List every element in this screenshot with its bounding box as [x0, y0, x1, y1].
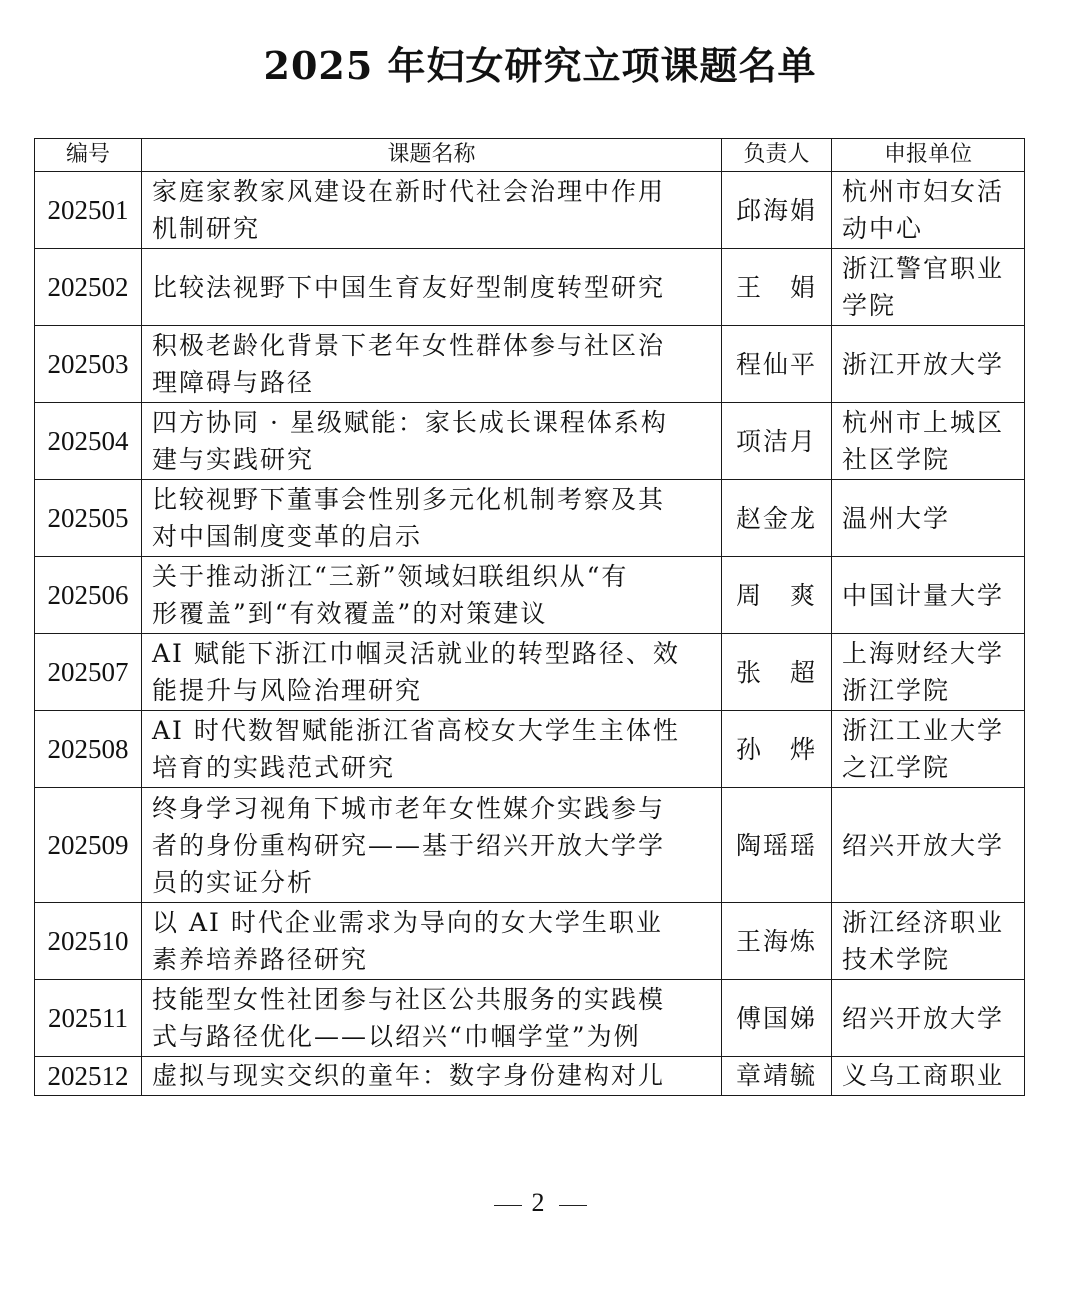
- table-row: [35, 403, 1025, 480]
- topic-line: 式与路径优化——以绍兴“巾帼学堂”为例: [152, 1022, 641, 1051]
- cell-topic: [142, 788, 722, 903]
- cell-unit: [832, 980, 1025, 1057]
- cell-topic: [142, 480, 722, 557]
- table-row: [35, 788, 1025, 903]
- project-list-table: [34, 138, 1025, 1096]
- topic-line: 建与实践研究: [152, 445, 315, 474]
- cell-unit: [832, 403, 1025, 480]
- cell-topic: [142, 980, 722, 1057]
- cell-unit: [832, 711, 1025, 788]
- topic-line: 者的身份重构研究——基于绍兴开放大学学: [152, 830, 666, 860]
- header-id: 编号: [35, 139, 142, 172]
- cell-topic: [142, 1057, 722, 1096]
- cell-topic: [142, 172, 722, 249]
- unit-line: 义乌工商职业: [842, 1061, 1005, 1090]
- cell-unit: [832, 326, 1025, 403]
- table-body: [35, 172, 1025, 1096]
- unit-line: 绍兴开放大学: [842, 830, 1005, 860]
- cell-id: 202502: [35, 249, 142, 326]
- cell-unit: [832, 634, 1025, 711]
- cell-person: 程仙平: [722, 326, 832, 403]
- cell-id: 202507: [35, 634, 142, 711]
- cell-id: 202509: [35, 788, 142, 903]
- cell-topic: [142, 903, 722, 980]
- topic-line: 素养培养路径研究: [152, 945, 369, 974]
- cell-id: 202508: [35, 711, 142, 788]
- unit-line: 绍兴开放大学: [842, 1003, 1005, 1033]
- cell-id: 202512: [35, 1057, 142, 1096]
- cell-topic: [142, 403, 722, 480]
- header-person: 负责人: [722, 139, 832, 172]
- topic-line: 员的实证分析: [152, 867, 315, 897]
- topic-line: 虚拟与现实交织的童年：数字身份建构对儿: [152, 1061, 666, 1090]
- table-row: [35, 557, 1025, 634]
- cell-person: 邱海娟: [722, 172, 832, 249]
- cell-unit: [832, 480, 1025, 557]
- cell-person: 周 爽: [722, 557, 832, 634]
- unit-line: 杭州市妇女活: [842, 177, 1005, 206]
- cell-topic: [142, 249, 722, 326]
- page-number: 2: [531, 1188, 549, 1217]
- unit-line: 浙江开放大学: [842, 349, 1005, 379]
- cell-person: 项洁月: [722, 403, 832, 480]
- page-title: 2025 年妇女研究立项课题名单: [263, 43, 817, 88]
- unit-line: 动中心: [842, 214, 924, 243]
- cell-person: 王海炼: [722, 903, 832, 980]
- table-row: [35, 903, 1025, 980]
- cell-unit: [832, 249, 1025, 326]
- cell-person: 王 娟: [722, 249, 832, 326]
- cell-unit: [832, 788, 1025, 903]
- table-row: [35, 249, 1025, 326]
- cell-unit: [832, 172, 1025, 249]
- cell-unit: [832, 1057, 1025, 1096]
- topic-line: 机制研究: [152, 214, 261, 243]
- unit-line: 之江学院: [842, 753, 951, 782]
- topic-line: 对中国制度变革的启示: [152, 522, 423, 551]
- cell-topic: [142, 634, 722, 711]
- table-row: [35, 480, 1025, 557]
- cell-topic: [142, 326, 722, 403]
- topic-line: 积极老龄化背景下老年女性群体参与社区治: [152, 331, 666, 360]
- topic-line: 培育的实践范式研究: [152, 753, 396, 782]
- topic-line: 以 AI 时代企业需求为导向的女大学生职业: [152, 908, 663, 937]
- topic-line: AI 时代数智赋能浙江省高校女大学生主体性: [152, 716, 680, 745]
- cell-id: 202501: [35, 172, 142, 249]
- topic-line: 比较法视野下中国生育友好型制度转型研究: [152, 272, 666, 302]
- topic-line: 终身学习视角下城市老年女性媒介实践参与: [152, 793, 666, 823]
- unit-line: 温州大学: [842, 503, 951, 533]
- table-row: [35, 172, 1025, 249]
- topic-line: 形覆盖”到“有效覆盖”的对策建议: [152, 599, 548, 628]
- header-topic: 课题名称: [142, 139, 722, 172]
- unit-line: 浙江警官职业: [842, 254, 1005, 283]
- header-unit: 申报单位: [832, 139, 1025, 172]
- topic-line: 理障碍与路径: [152, 368, 315, 397]
- topic-line: 比较视野下董事会性别多元化机制考察及其: [152, 485, 666, 514]
- table-row: [35, 326, 1025, 403]
- table-row: [35, 1057, 1025, 1096]
- table-row: [35, 711, 1025, 788]
- cell-id: 202506: [35, 557, 142, 634]
- cell-id: 202511: [35, 980, 142, 1057]
- unit-line: 技术学院: [842, 945, 951, 974]
- cell-person: 陶瑶瑶: [722, 788, 832, 903]
- unit-line: 杭州市上城区: [842, 408, 1005, 437]
- cell-person: 傅国娣: [722, 980, 832, 1057]
- topic-line: 技能型女性社团参与社区公共服务的实践模: [152, 985, 666, 1014]
- topic-line: 能提升与风险治理研究: [152, 676, 423, 705]
- cell-id: 202503: [35, 326, 142, 403]
- cell-id: 202504: [35, 403, 142, 480]
- cell-unit: [832, 557, 1025, 634]
- table-header-row: [35, 139, 1025, 172]
- unit-line: 浙江经济职业: [842, 908, 1005, 937]
- dash-icon: [494, 1205, 522, 1206]
- page-footer: [0, 1188, 1080, 1218]
- table-row: [35, 980, 1025, 1057]
- unit-line: 社区学院: [842, 445, 951, 474]
- topic-line: 家庭家教家风建设在新时代社会治理中作用: [152, 177, 666, 206]
- unit-line: 浙江工业大学: [842, 716, 1005, 745]
- cell-id: 202505: [35, 480, 142, 557]
- table-row: [35, 634, 1025, 711]
- cell-id: 202510: [35, 903, 142, 980]
- cell-person: 章靖毓: [722, 1057, 832, 1096]
- dash-icon: [559, 1205, 587, 1206]
- cell-person: 孙 烨: [722, 711, 832, 788]
- cell-person: 张 超: [722, 634, 832, 711]
- cell-topic: [142, 557, 722, 634]
- topic-line: AI 赋能下浙江巾帼灵活就业的转型路径、效: [152, 639, 680, 668]
- unit-line: 浙江学院: [842, 676, 951, 705]
- unit-line: 中国计量大学: [842, 580, 1005, 610]
- unit-line: 学院: [842, 291, 897, 320]
- cell-person: 赵金龙: [722, 480, 832, 557]
- topic-line: 关于推动浙江“三新”领域妇联组织从“有: [152, 562, 629, 591]
- cell-topic: [142, 711, 722, 788]
- unit-line: 上海财经大学: [842, 639, 1005, 668]
- cell-unit: [832, 903, 1025, 980]
- topic-line: 四方协同 · 星级赋能：家长成长课程体系构: [152, 408, 668, 437]
